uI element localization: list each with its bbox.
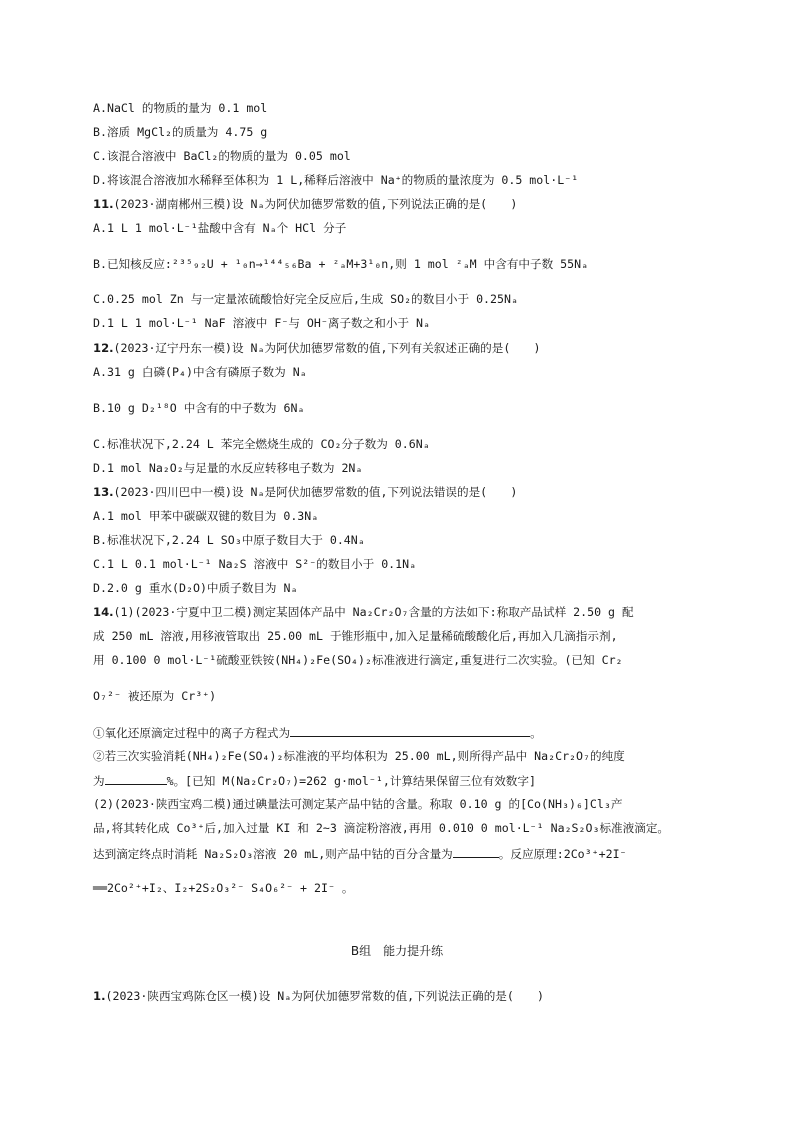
section-b-question-1 (93, 988, 544, 1004)
question-stem: (2023·湖南郴州三模)设 Nₐ为阿伏加德罗常数的值,下列说法正确的是( ) (113, 197, 518, 211)
answer-blank[interactable] (290, 724, 530, 737)
question-number: 13. (93, 485, 114, 499)
q14-part2-line-2: 品,将其转化成 Co³⁺后,加入过量 KI 和 2~3 滴淀粉溶液,再用 0.010 0 mol·L⁻¹ Na₂S₂O₃标准液滴定。 (93, 821, 670, 835)
option-d-dilution: D.将该混合溶液加水稀释至体积为 1 L,稀释后溶液中 Na⁺的物质的量浓度为 0.5 mol·L⁻¹ (93, 173, 579, 187)
q14-part2-line-1: (2)(2023·陕西宝鸡二模)通过碘量法可测定某产品中钴的含量。称取 0.10 g 的[Co(NH₃)₆]Cl₃产 (93, 797, 623, 811)
question-stem: (2023·四川巴中一模)设 Nₐ是阿伏加德罗常数的值,下列说法错误的是( ) (113, 485, 518, 499)
q14-part2-line-3 (93, 845, 627, 862)
q14-text-line-2: 成 250 mL 溶液,用移液管取出 25.00 mL 于锥形瓶中,加入足量稀硫酸酸化后,再加入几滴指示剂, (93, 629, 618, 643)
question-12 (93, 340, 541, 356)
option-a-nacl: A.NaCl 的物质的量为 0.1 mol (93, 101, 268, 115)
option-b-mgcl2: B.溶质 MgCl₂的质量为 4.75 g (93, 125, 268, 139)
question-stem: (1)(2023·宁夏中卫二模)测定某固体产品中 Na₂Cr₂O₇含量的方法如下:称取产品试样 2.50 g 配 (113, 605, 634, 619)
question-stem: (2023·陕西宝鸡陈仓区一模)设 Nₐ为阿伏加德罗常数的值,下列说法正确的是( ) (105, 989, 545, 1003)
question-number: 1. (93, 989, 106, 1003)
q13-option-d: D.2.0 g 重水(D₂O)中质子数目为 Nₐ (93, 581, 298, 595)
q11-option-d: D.1 L 1 mol·L⁻¹ NaF 溶液中 F⁻与 OH⁻离子数之和小于 Nₐ (93, 316, 430, 330)
prompt-text-tail: %。[已知 M(Na₂Cr₂O₇)=262 g·mol⁻¹,计算结果保留三位有效数字] (166, 774, 536, 788)
prompt-text: 达到滴定终点时消耗 Na₂S₂O₃溶液 20 mL,则产品中钴的百分含量为 (93, 847, 453, 861)
q14-part2-reaction: ══2Co²⁺+I₂、I₂+2S₂O₃²⁻ S₄O₆²⁻ + 2I⁻ 。 (93, 881, 354, 895)
q13-option-a: A.1 mol 甲苯中碳碳双键的数目为 0.3Nₐ (93, 509, 319, 523)
q12-option-d: D.1 mol Na₂O₂与足量的水反应转移电子数为 2Nₐ (93, 461, 363, 475)
prompt-text: 为 (93, 774, 105, 788)
q14-part1-purity-text: ②若三次实验消耗(NH₄)₂Fe(SO₄)₂标准液的平均体积为 25.00 mL,则所得产品中 Na₂Cr₂O₇的纯度 (93, 749, 625, 763)
answer-blank[interactable] (105, 772, 167, 785)
option-c-bacl2: C.该混合溶液中 BaCl₂的物质的量为 0.05 mol (93, 149, 351, 163)
question-14 (93, 604, 634, 620)
q14-part1-blank-equation (93, 724, 542, 741)
prompt-text: ①氧化还原滴定过程中的离子方程式为 (93, 726, 291, 740)
q14-text-line-4: O₇²⁻ 被还原为 Cr³⁺) (93, 689, 217, 703)
answer-blank[interactable] (453, 845, 499, 858)
q14-text-line-3: 用 0.100 0 mol·L⁻¹硫酸亚铁铵(NH₄)₂Fe(SO₄)₂标准液进行滴定,重复进行二次实验。(已知 Cr₂ (93, 653, 623, 667)
q12-option-a: A.31 g 白磷(P₄)中含有磷原子数为 Nₐ (93, 365, 307, 379)
question-number: 14. (93, 605, 114, 619)
q14-part1-purity-blank (93, 772, 536, 789)
question-11 (93, 196, 517, 212)
question-number: 12. (93, 341, 114, 355)
question-stem: (2023·辽宁丹东一模)设 Nₐ为阿伏加德罗常数的值,下列有关叙述正确的是( ) (113, 341, 541, 355)
q13-option-b: B.标准状况下,2.24 L SO₃中原子数目大于 0.4Nₐ (93, 533, 365, 547)
section-heading: B组 能力提升练 (350, 944, 444, 958)
q11-option-c: C.0.25 mol Zn 与一定量浓硫酸恰好完全反应后,生成 SO₂的数目小于 0.25Nₐ (93, 292, 518, 306)
q13-option-c: C.1 L 0.1 mol·L⁻¹ Na₂S 溶液中 S²⁻的数目小于 0.1Nₐ (93, 557, 417, 571)
q11-option-a: A.1 L 1 mol·L⁻¹盐酸中含有 Nₐ个 HCl 分子 (93, 221, 347, 235)
question-number: 11. (93, 197, 114, 211)
period: 。 (530, 726, 542, 740)
question-13 (93, 484, 517, 500)
prompt-text-tail: 。反应原理:2Co³⁺+2I⁻ (498, 847, 627, 861)
q12-option-b: B.10 g D₂¹⁸O 中含有的中子数为 6Nₐ (93, 401, 305, 415)
q12-option-c: C.标准状况下,2.24 L 苯完全燃烧生成的 CO₂分子数为 0.6Nₐ (93, 437, 430, 451)
q11-option-b: B.已知核反应:²³⁵₉₂U + ¹₀n→¹⁴⁴₅₆Ba + ᶻₐM+3¹₀n,则 1 mol ᶻₐM 中含有中子数 55Nₐ (93, 257, 589, 271)
